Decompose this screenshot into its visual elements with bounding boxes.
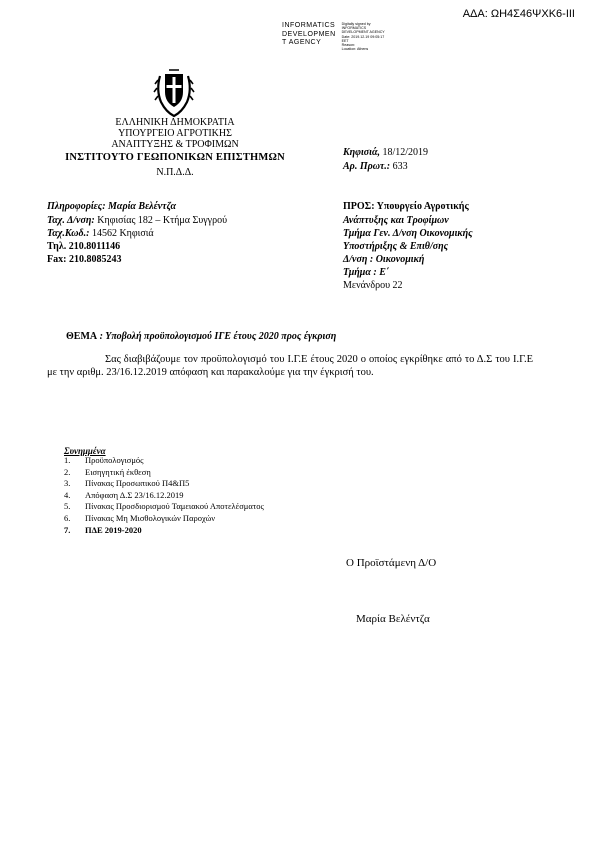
protocol-number [343, 161, 408, 172]
header-ministry-2: ΑΝΑΠΤΥΞΗΣ & ΤΡΟΦΙΜΩΝ [111, 139, 239, 150]
list-item-text: Προϋπολογισμός [85, 455, 144, 465]
recipient-line: Υποστήριξης & Επιθ/σης [343, 241, 449, 252]
list-item-text: ΠΔΕ 2019-2020 [85, 524, 142, 535]
list-item-number: 6. [64, 512, 71, 523]
list-item [64, 501, 264, 513]
recipient-line: Δ/νση : Οικονομική [343, 254, 425, 265]
stamp-left-line: T AGENCY [282, 39, 322, 46]
list-item [64, 513, 264, 525]
list-item-text: Πίνακας Μη Μισθολογικών Παροχών [85, 512, 216, 523]
stamp-detail-line: EET [341, 38, 349, 43]
subject-line [66, 331, 336, 342]
date-value: 18/12/2019 [380, 147, 429, 158]
digital-signature-stamp [282, 22, 404, 51]
subject-text: : Υποβολή προϋπολογισμού ΙΓΕ έτους 2020 προς έγκριση [97, 331, 337, 342]
stamp-details [342, 22, 404, 51]
list-item-text: Πίνακας Προσδιορισμού Ταμειακού Αποτελέσματος [85, 501, 264, 512]
recipient-line: Ανάπτυξης και Τροφίμων [343, 215, 449, 226]
protocol-value: 633 [390, 161, 408, 172]
recipient-line: Τμήμα Γεν. Δ/νση Οικονομικής [343, 228, 473, 239]
stamp-left-line: INFORMATICS [282, 22, 336, 29]
stamp-detail-line: Reason: [341, 43, 356, 48]
address-label: Ταχ. Δ/νση: [47, 215, 95, 226]
ada-code: ΑΔΑ: ΩΗ4Σ46ΨΧΚ6-ΙΙΙ [462, 8, 575, 20]
stamp-detail-line: DEVELOPMENT AGENCY [341, 30, 385, 35]
list-item-number: 5. [64, 501, 71, 512]
attachments-list [64, 455, 264, 536]
stamp-detail-line: Location: Athens [341, 47, 369, 52]
list-item [64, 525, 264, 537]
stamp-agency-name [282, 22, 336, 51]
stamp-detail-line: Digitally signed by [341, 22, 371, 26]
list-item-text: Πίνακας Προσωπικού Π4&Π5 [85, 478, 190, 489]
list-item-text: Εισηγητική έκθεση [85, 466, 151, 477]
list-item-number: 7. [64, 524, 71, 535]
stamp-left-line: DEVELOPMEN [282, 30, 336, 38]
contact-address [47, 215, 227, 226]
document-date [343, 147, 428, 158]
greek-coat-of-arms-icon [153, 68, 195, 118]
protocol-label: Αρ. Πρωτ.: [343, 161, 391, 172]
contact-info: Πληροφορίες: Μαρία Βελέντζα [47, 201, 177, 212]
recipient-line: ΠΡΟΣ: Υπουργείο Αγροτικής [343, 201, 469, 212]
address-value: Κηφισίας 182 – Κτήμα Συγγρού [94, 215, 228, 226]
list-item-number: 4. [64, 489, 71, 500]
list-item-number: 1. [64, 455, 71, 465]
header-npdd: Ν.Π.Δ.Δ. [156, 167, 194, 178]
attachments-title: Συνημμένα [64, 446, 106, 456]
list-item [64, 478, 264, 490]
date-label: Κηφισιά, [343, 147, 380, 158]
recipient-line: Μενάνδρου 22 [343, 280, 403, 291]
list-item-number: 3. [64, 478, 71, 489]
list-item [64, 455, 264, 467]
header-republic: ΕΛΛΗΝΙΚΗ ΔΗΜΟΚΡΑΤΙΑ [115, 117, 235, 128]
contact-fax: Fax: 210.8085243 [47, 254, 122, 265]
list-item-number: 2. [64, 466, 71, 477]
body-paragraph: Σας διαβιβάζουμε τον προϋπολογισμό του Ι.Γ.Ε έτους 2020 ο οποίος εγκρίθηκε από το Δ.Σ του Ι.Γ.Ε με την αριθμ. 23/16.12.2019 απόφαση και παρακαλούμε για την έγκρισή του. [47, 354, 533, 378]
postal-label: Ταχ.Κωδ.: [47, 228, 90, 239]
contact-postal [47, 228, 154, 239]
recipient-line: Τμήμα : Ε΄ [343, 267, 390, 278]
stamp-detail-line: Date: 2019.12.19 09:05:17 [341, 34, 385, 39]
header-ministry: ΥΠΟΥΡΓΕΙΟ ΑΓΡΟΤΙΚΗΣ [118, 128, 232, 139]
contact-phone: Τηλ. 210.8011146 [47, 241, 121, 252]
header-institute: ΙΝΣΤΙΤΟΥΤΟ ΓΕΩΠΟΝΙΚΩΝ ΕΠΙΣΤΗΜΩΝ [65, 152, 285, 163]
subject-label: ΘΕΜΑ [66, 331, 98, 342]
postal-value: 14562 Κηφισιά [89, 228, 154, 239]
list-item [64, 467, 264, 479]
signature-name: Μαρία Βελέντζα [356, 613, 430, 625]
signature-title: Ο Προϊστάμενη Δ/Ο [346, 557, 437, 569]
list-item [64, 490, 264, 502]
stamp-detail-line: INFORMATICS [341, 26, 367, 31]
list-item-text: Απόφαση Δ.Σ 23/16.12.2019 [85, 489, 184, 500]
